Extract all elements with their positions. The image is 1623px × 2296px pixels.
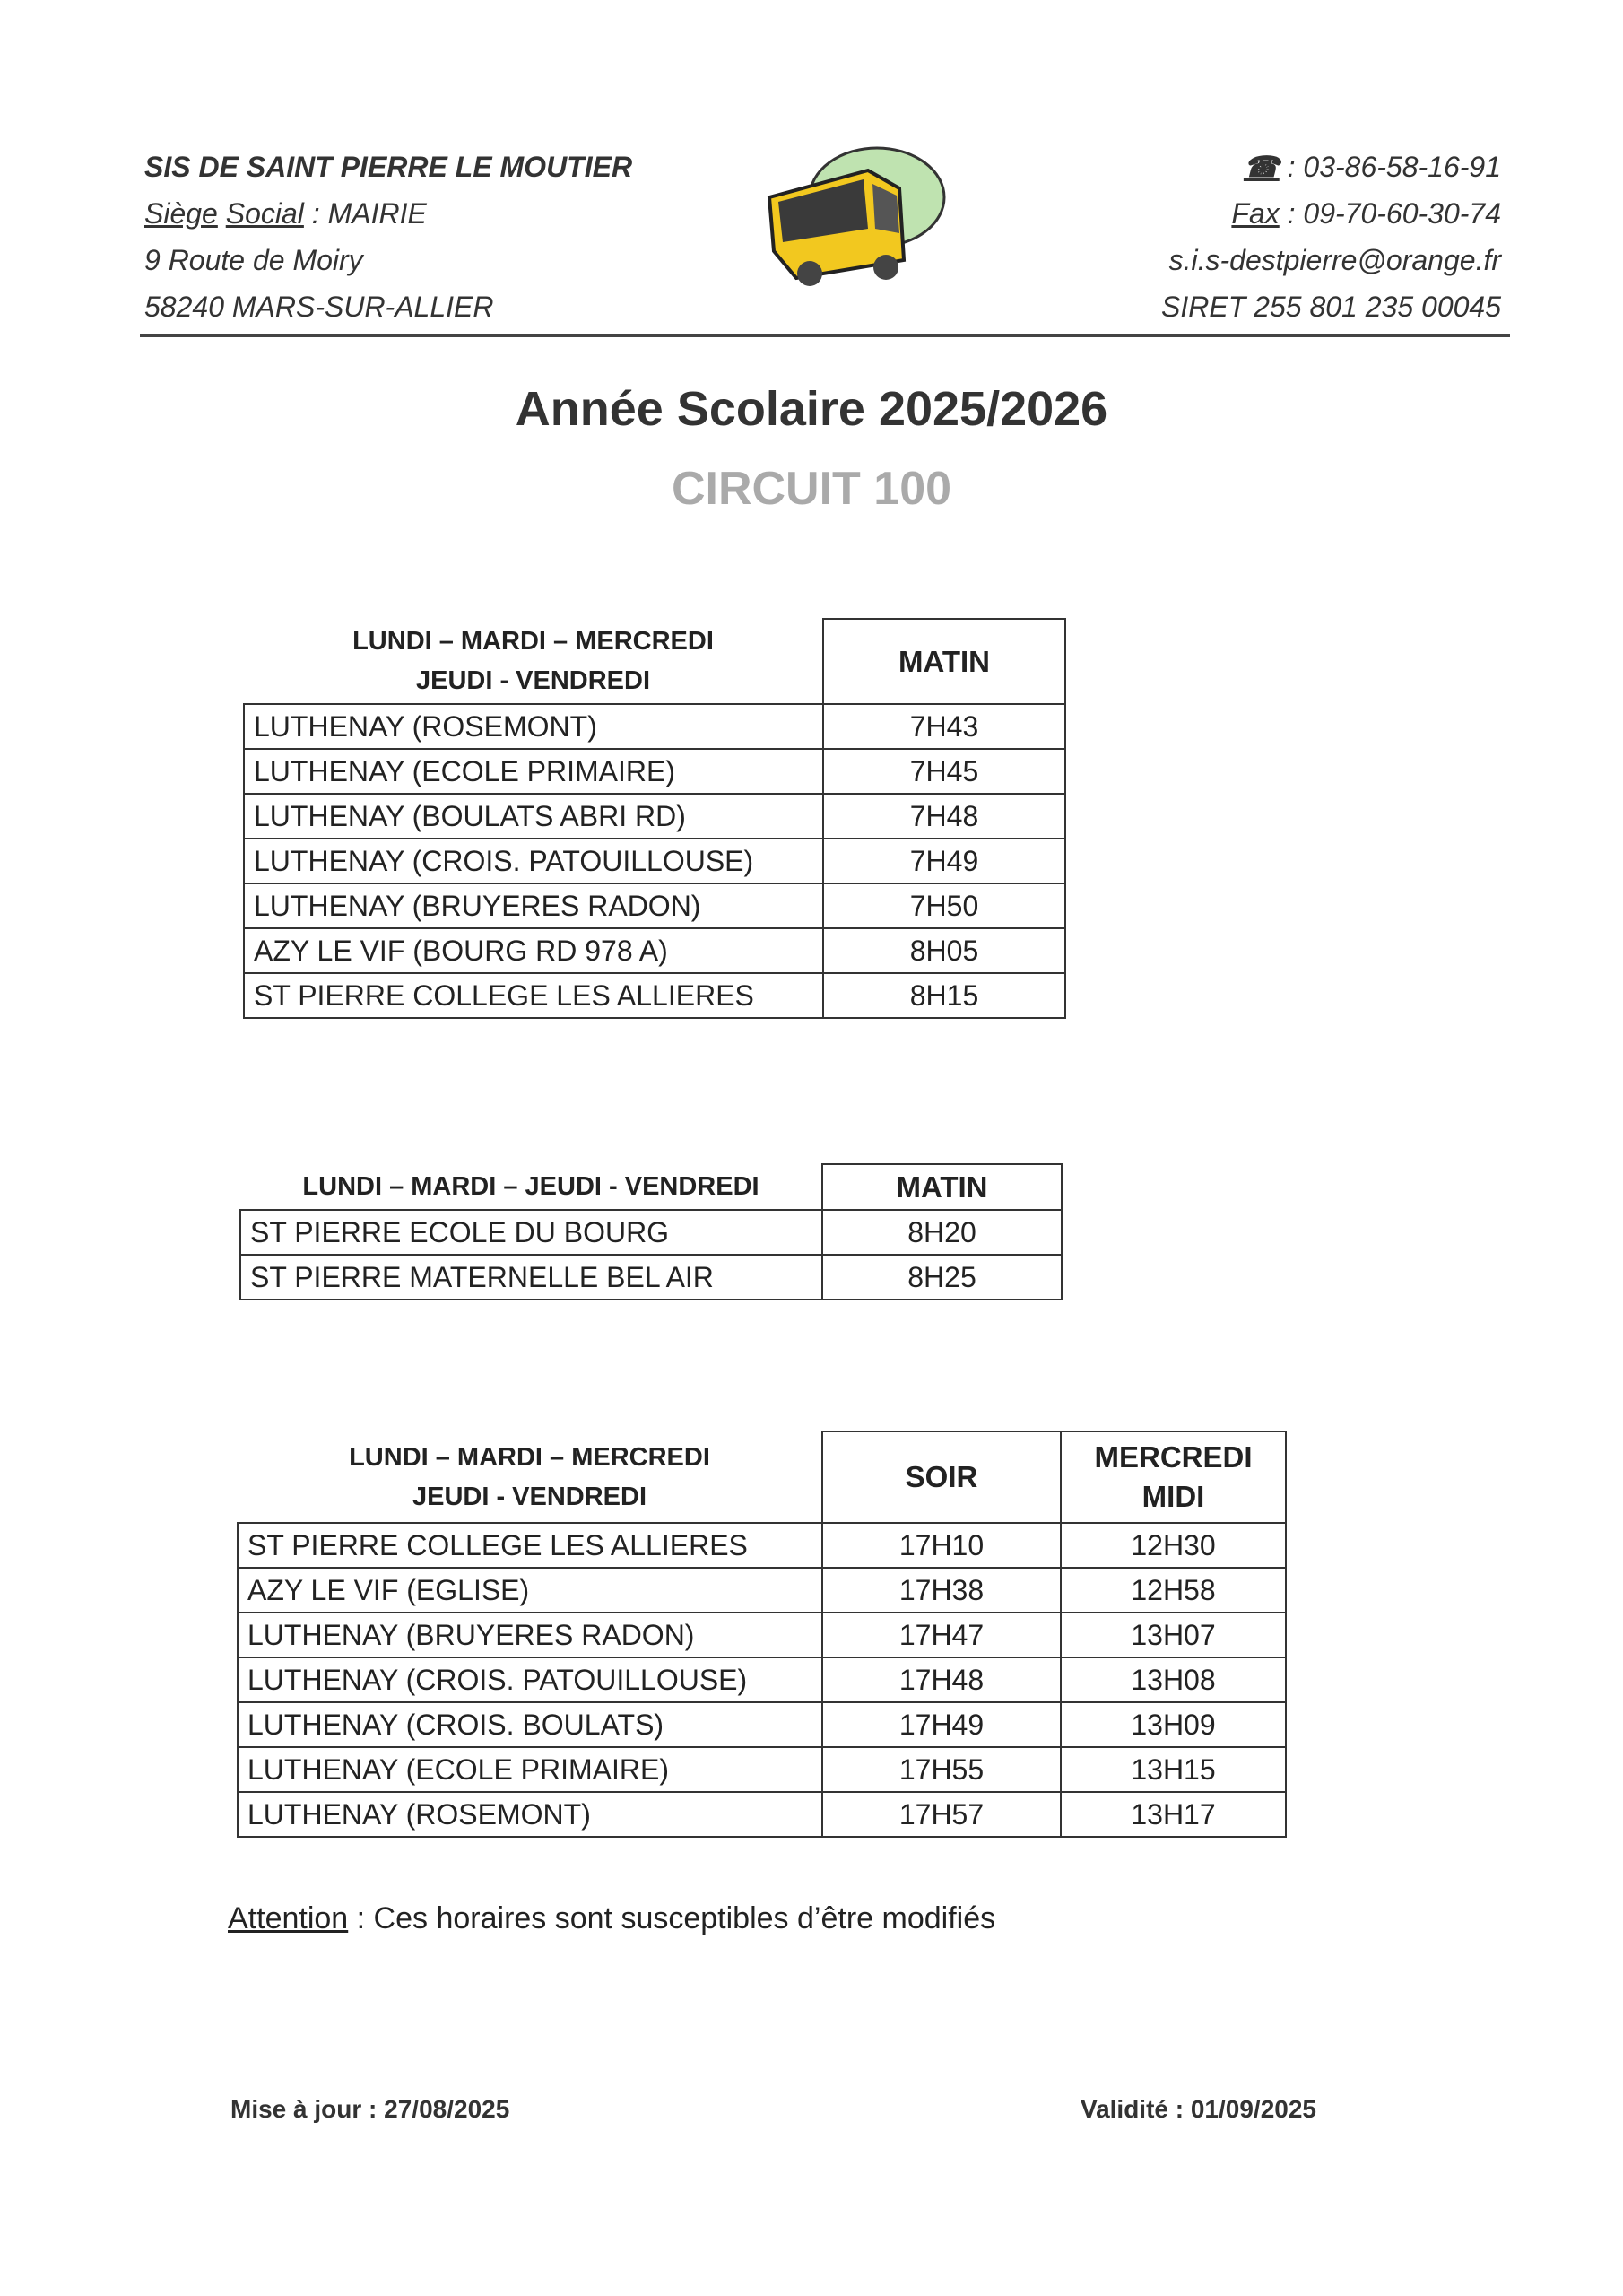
stop-name: LUTHENAY (CROIS. PATOUILLOUSE) [244,839,823,883]
soir-header: SOIR [822,1431,1061,1523]
email: s.i.s-destpierre@orange.fr [1168,244,1501,276]
mercredi-midi-header: MERCREDI MIDI [1061,1431,1286,1523]
midi-time: 13H07 [1061,1613,1286,1657]
header-divider [140,334,1510,337]
days-header: LUNDI – MARDI – MERCREDI JEUDI - VENDREDI [349,1442,710,1511]
soir-time: 17H49 [822,1702,1061,1747]
table-row [240,1210,1062,1255]
time-time: 7H49 [823,839,1065,883]
time-time: 7H48 [823,794,1065,839]
table-row [244,928,1065,973]
telephone-icon: ☎ [1243,151,1280,183]
days-header: LUNDI – MARDI – MERCREDI JEUDI - VENDREDI [352,627,714,695]
time-time: 7H50 [823,883,1065,928]
social-label: Social [225,197,304,230]
midi-time: 12H58 [1061,1568,1286,1613]
stop-name: ST PIERRE MATERNELLE BEL AIR [240,1255,822,1300]
soir-time: 17H57 [822,1792,1061,1837]
stop-name: AZY LE VIF (EGLISE) [238,1568,822,1613]
table-row [244,839,1065,883]
midi-time: 13H15 [1061,1747,1286,1792]
stop-name: LUTHENAY (ROSEMONT) [244,704,823,749]
org-name: SIS DE SAINT PIERRE LE MOUTIER [144,151,633,183]
bus-logo [742,135,967,296]
table-row [238,1702,1286,1747]
siege-line [144,190,632,237]
validity-date: Validité : 01/09/2025 [1080,2095,1316,2123]
time-time: 8H25 [822,1255,1062,1300]
soir-time: 17H38 [822,1568,1061,1613]
stop-name: LUTHENAY (CROIS. PATOUILLOUSE) [238,1657,822,1702]
siege-label: Siège [144,197,218,230]
stop-name: LUTHENAY (ECOLE PRIMAIRE) [238,1747,822,1792]
soir-time: 17H48 [822,1657,1061,1702]
table-row [244,794,1065,839]
matin-header: MATIN [823,619,1065,704]
soir-time: 17H10 [822,1523,1061,1568]
schedule-table-evening [237,1431,1287,1838]
table-row [238,1568,1286,1613]
org-address-block [144,144,632,330]
phone-line: ☎ : 03-86-58-16-91 [1243,151,1501,183]
table-row [244,704,1065,749]
stop-name: LUTHENAY (CROIS. BOULATS) [238,1702,822,1747]
time-time: 8H05 [823,928,1065,973]
update-date: Mise à jour : 27/08/2025 [230,2095,510,2123]
stop-name: LUTHENAY (ECOLE PRIMAIRE) [244,749,823,794]
stop-name: ST PIERRE COLLEGE LES ALLIERES [244,973,823,1018]
table-row [244,973,1065,1018]
table-row [240,1255,1062,1300]
city-line: 58240 MARS-SUR-ALLIER [144,291,494,323]
time-time: 8H15 [823,973,1065,1018]
stop-name: LUTHENAY (BRUYERES RADON) [238,1613,822,1657]
schedule-table-morning-2 [239,1163,1063,1300]
siret: SIRET 255 801 235 00045 [1161,291,1501,323]
soir-time: 17H55 [822,1747,1061,1792]
table-row [238,1523,1286,1568]
midi-time: 13H08 [1061,1657,1286,1702]
stop-name: LUTHENAY (BRUYERES RADON) [244,883,823,928]
table-row [238,1657,1286,1702]
schedule-table-morning-1 [243,618,1066,1019]
table-row [244,883,1065,928]
contact-block [1161,144,1501,330]
table-row [238,1613,1286,1657]
time-time: 8H20 [822,1210,1062,1255]
attention-note: Attention : Ces horaires sont susceptibles d’être modifiés [228,1901,996,1935]
time-time: 7H43 [823,704,1065,749]
fax-line: Fax : 09-70-60-30-74 [1231,197,1501,230]
soir-time: 17H47 [822,1613,1061,1657]
stop-name: ST PIERRE ECOLE DU BOURG [240,1210,822,1255]
table-row [238,1747,1286,1792]
address-line: 9 Route de Moiry [144,244,363,276]
days-header: LUNDI – MARDI – JEUDI - VENDREDI [302,1172,759,1201]
matin-header: MATIN [822,1164,1062,1210]
circuit-title: CIRCUIT 100 [671,463,952,515]
stop-name: LUTHENAY (BOULATS ABRI RD) [244,794,823,839]
stop-name: AZY LE VIF (BOURG RD 978 A) [244,928,823,973]
siege-value: : MAIRIE [303,197,427,230]
time-time: 7H45 [823,749,1065,794]
stop-name: LUTHENAY (ROSEMONT) [238,1792,822,1837]
page-title: Année Scolaire 2025/2026 [515,382,1108,436]
table-row [244,749,1065,794]
midi-time: 13H17 [1061,1792,1286,1837]
midi-time: 13H09 [1061,1702,1286,1747]
table-row [238,1792,1286,1837]
stop-name: ST PIERRE COLLEGE LES ALLIERES [238,1523,822,1568]
midi-time: 12H30 [1061,1523,1286,1568]
